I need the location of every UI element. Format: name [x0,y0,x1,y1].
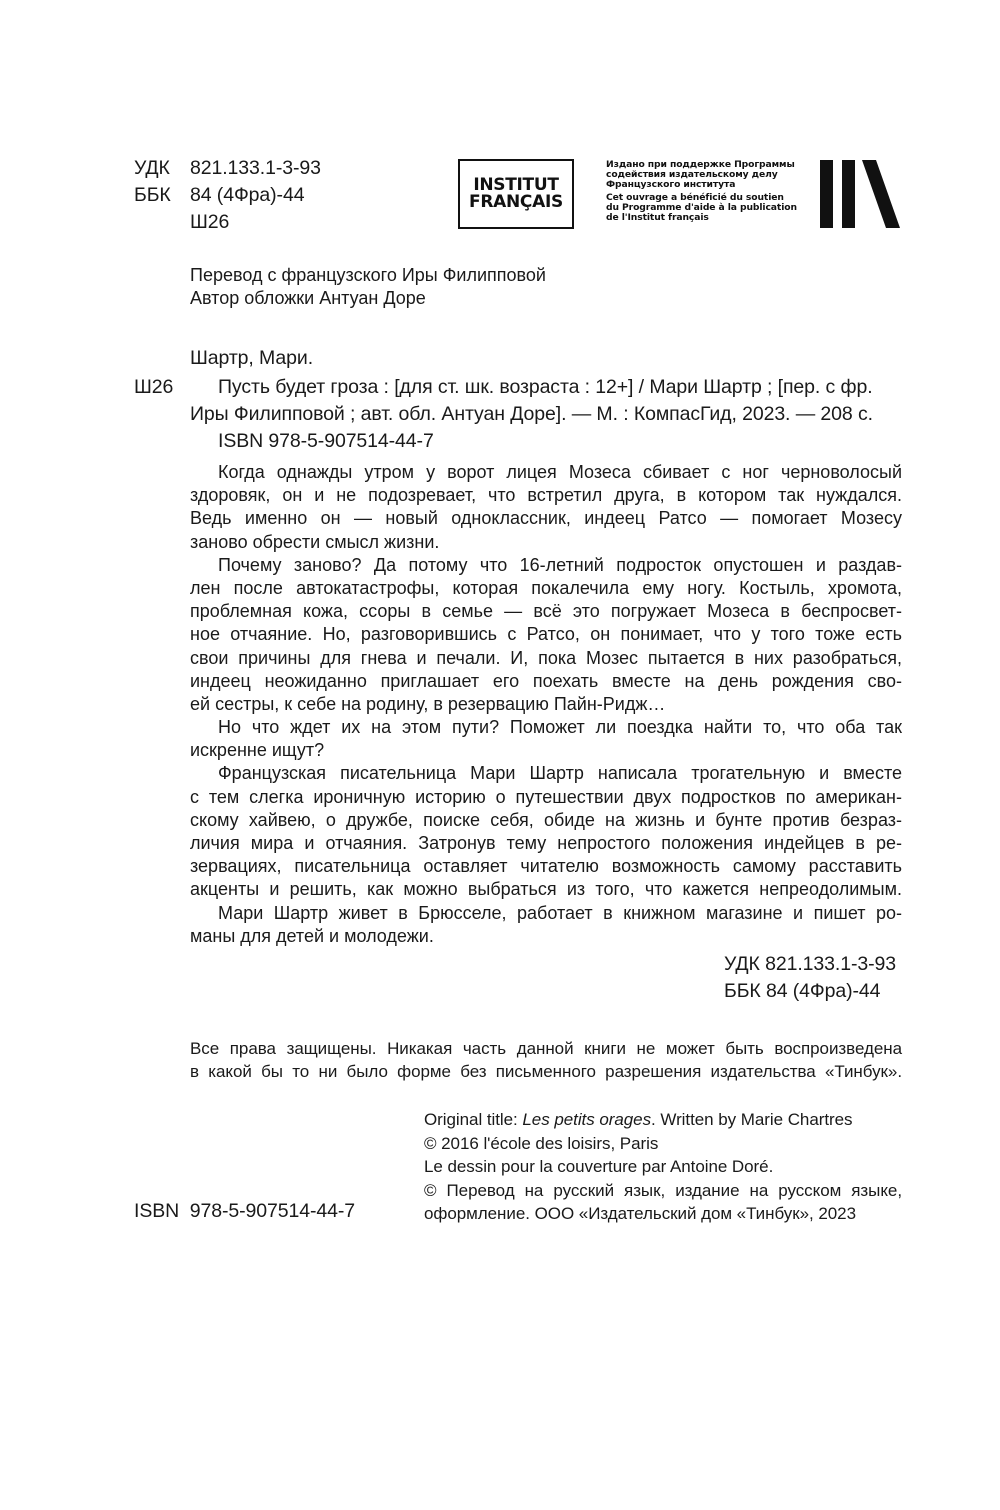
annotation-line: Но что ждет их на этом пути? Поможет ли поездка найти то, что оба так [218,717,902,738]
translation-copyright-line: © Перевод на русский язык, издание на русском языке, [424,1180,902,1200]
rights-notice [190,1037,902,1083]
annotation-line: свои причины для гнева и печали. И, пока Мозес пытается в них разобраться, [190,647,902,668]
annotation-line: ное отчаяние. Но, разговорившись с Ратсо, он понимает, что у того тоже есть [190,624,902,645]
author-mark: Ш26 [190,211,230,233]
annotation-line: проблемная кожа, ссоры в семье — всё это погружает Мозеса в беспросвет- [190,601,902,622]
udk-value: 821.133.1-3-93 [190,157,321,179]
original-author: . Written by Marie Chartres [651,1110,853,1129]
support-fr-2: du Programme d'aide à la publication [606,201,797,213]
classification-labels [134,155,189,209]
logo-line-2: FRANÇAIS [469,192,563,212]
bbk-value: 84 (4Фра)-44 [190,184,305,206]
annotation-line: Ведь именно он — новый одноклассник, индеец Ратсо — помогает Мозесу [190,508,902,529]
annotation-line: ей сестры, к себе на родину, в резервацию Пайн-Ридж… [190,693,666,714]
annotation-line: заново обрести смысл жизни. [190,531,440,552]
original-title-prefix: Original title: [424,1110,523,1129]
copyright-block [424,1108,902,1226]
annotation-line: Мари Шартр живет в Брюсселе, работает в книжном магазине и пишет ро- [218,902,902,923]
biblio-line: Иры Филипповой ; авт. обл. Антуан Доре]. — М. : КомпасГид, 2023. — 208 с. [190,403,873,425]
bbk-footer: ББК 84 (4Фра)-44 [724,980,881,1002]
udk-label: УДК [134,157,170,179]
classification-codes-footer [724,951,896,1005]
translation-credit: Перевод с французского Иры Филипповой [190,265,546,285]
cover-credit: Автор обложки Антуан Доре [190,288,426,308]
logo-line-1: INSTITUT [473,175,559,195]
isbn-label: ISBN [134,1200,180,1222]
original-title: Les petits orages [522,1110,652,1129]
annotation-line: зервациях, писательница оставляет читателю возможность самому расставить [190,856,902,877]
annotation-line: Когда однажды утром у ворот лицея Мозеса сбивает с ног черноволосый [218,462,902,482]
support-ru-3: Французского института [606,179,736,191]
annotation [190,461,902,948]
annotation-line: акценты и решить, как можно выбраться из того, что кажется непреодолимым. [190,879,902,900]
annotation-line: с тем слегка ироничную историю о путешествии двух подростков по американ- [190,786,902,807]
support-ru-2: содействия издательскому делу [606,169,778,181]
biblio-isbn: ISBN 978-5-907514-44-7 [218,430,434,452]
support-fr-3: de l'Institut français [606,212,709,224]
annotation-line: маны для детей и молодежи. [190,925,434,946]
annotation-line: здоровяк, он и не подозревает, что встретил друга, в котором так нуждался. [190,485,902,506]
annotation-line: искренне ищут? [190,740,325,761]
classification-values [190,155,321,236]
bibliographic-record [190,374,902,455]
cover-art-line: Le dessin pour la couverture par Antoine Doré. [424,1157,774,1176]
isbn-footer [134,1198,355,1225]
credits [190,264,546,310]
biblio-line: Пусть будет гроза : [для ст. шк. возраста : 12+] / Мари Шартр ; [пер. с фр. [218,376,873,398]
bbk-label: ББК [134,184,171,206]
catalog-author-mark: Ш26 [134,376,174,398]
catalog-author: Шартр, Мари. [190,347,314,369]
support-notice [606,160,806,223]
copyright-line: © 2016 l'école des loisirs, Paris [424,1133,659,1153]
rights-line: в какой бы то ни было форме без письменного разрешения издательства «Тинбук». [190,1062,902,1081]
support-ru-1: Издано при поддержке Программы [606,159,795,170]
support-fr-1: Cet ouvrage a bénéficié du soutien [606,191,784,203]
annotation-line: скому хайвею, о дружбе, поиске себя, обиде на жизнь и бунте против безраз- [190,809,902,830]
original-title-line [424,1108,902,1132]
annotation-line: личия мира и отчаяния. Затронув тему непростого положения индейцев в ре- [190,833,902,853]
annotation-line: индеец неожиданно приглашает его поехать вместе на день рождения сво- [190,670,902,691]
publisher-copyright-line: оформление. ООО «Издательский дом «Тинбук», 2023 [424,1204,856,1223]
annotation-line: Почему заново? Да потому что 16-летний подросток опустошен и раздав- [218,554,902,575]
annotation-line: лен после автокатастрофы, которая покалечила ему ногу. Костыль, хромота, [190,577,902,598]
institut-francais-mark-icon [820,160,900,228]
institut-francais-logo [458,159,574,229]
rights-line: Все права защищены. Никакая часть данной книги не может быть воспроизведена [190,1039,902,1058]
udk-footer: УДК 821.133.1-3-93 [724,953,896,975]
annotation-line: Французская писательница Мари Шартр написала трогательную и вместе [218,763,902,784]
isbn-value: 978-5-907514-44-7 [189,1200,356,1222]
